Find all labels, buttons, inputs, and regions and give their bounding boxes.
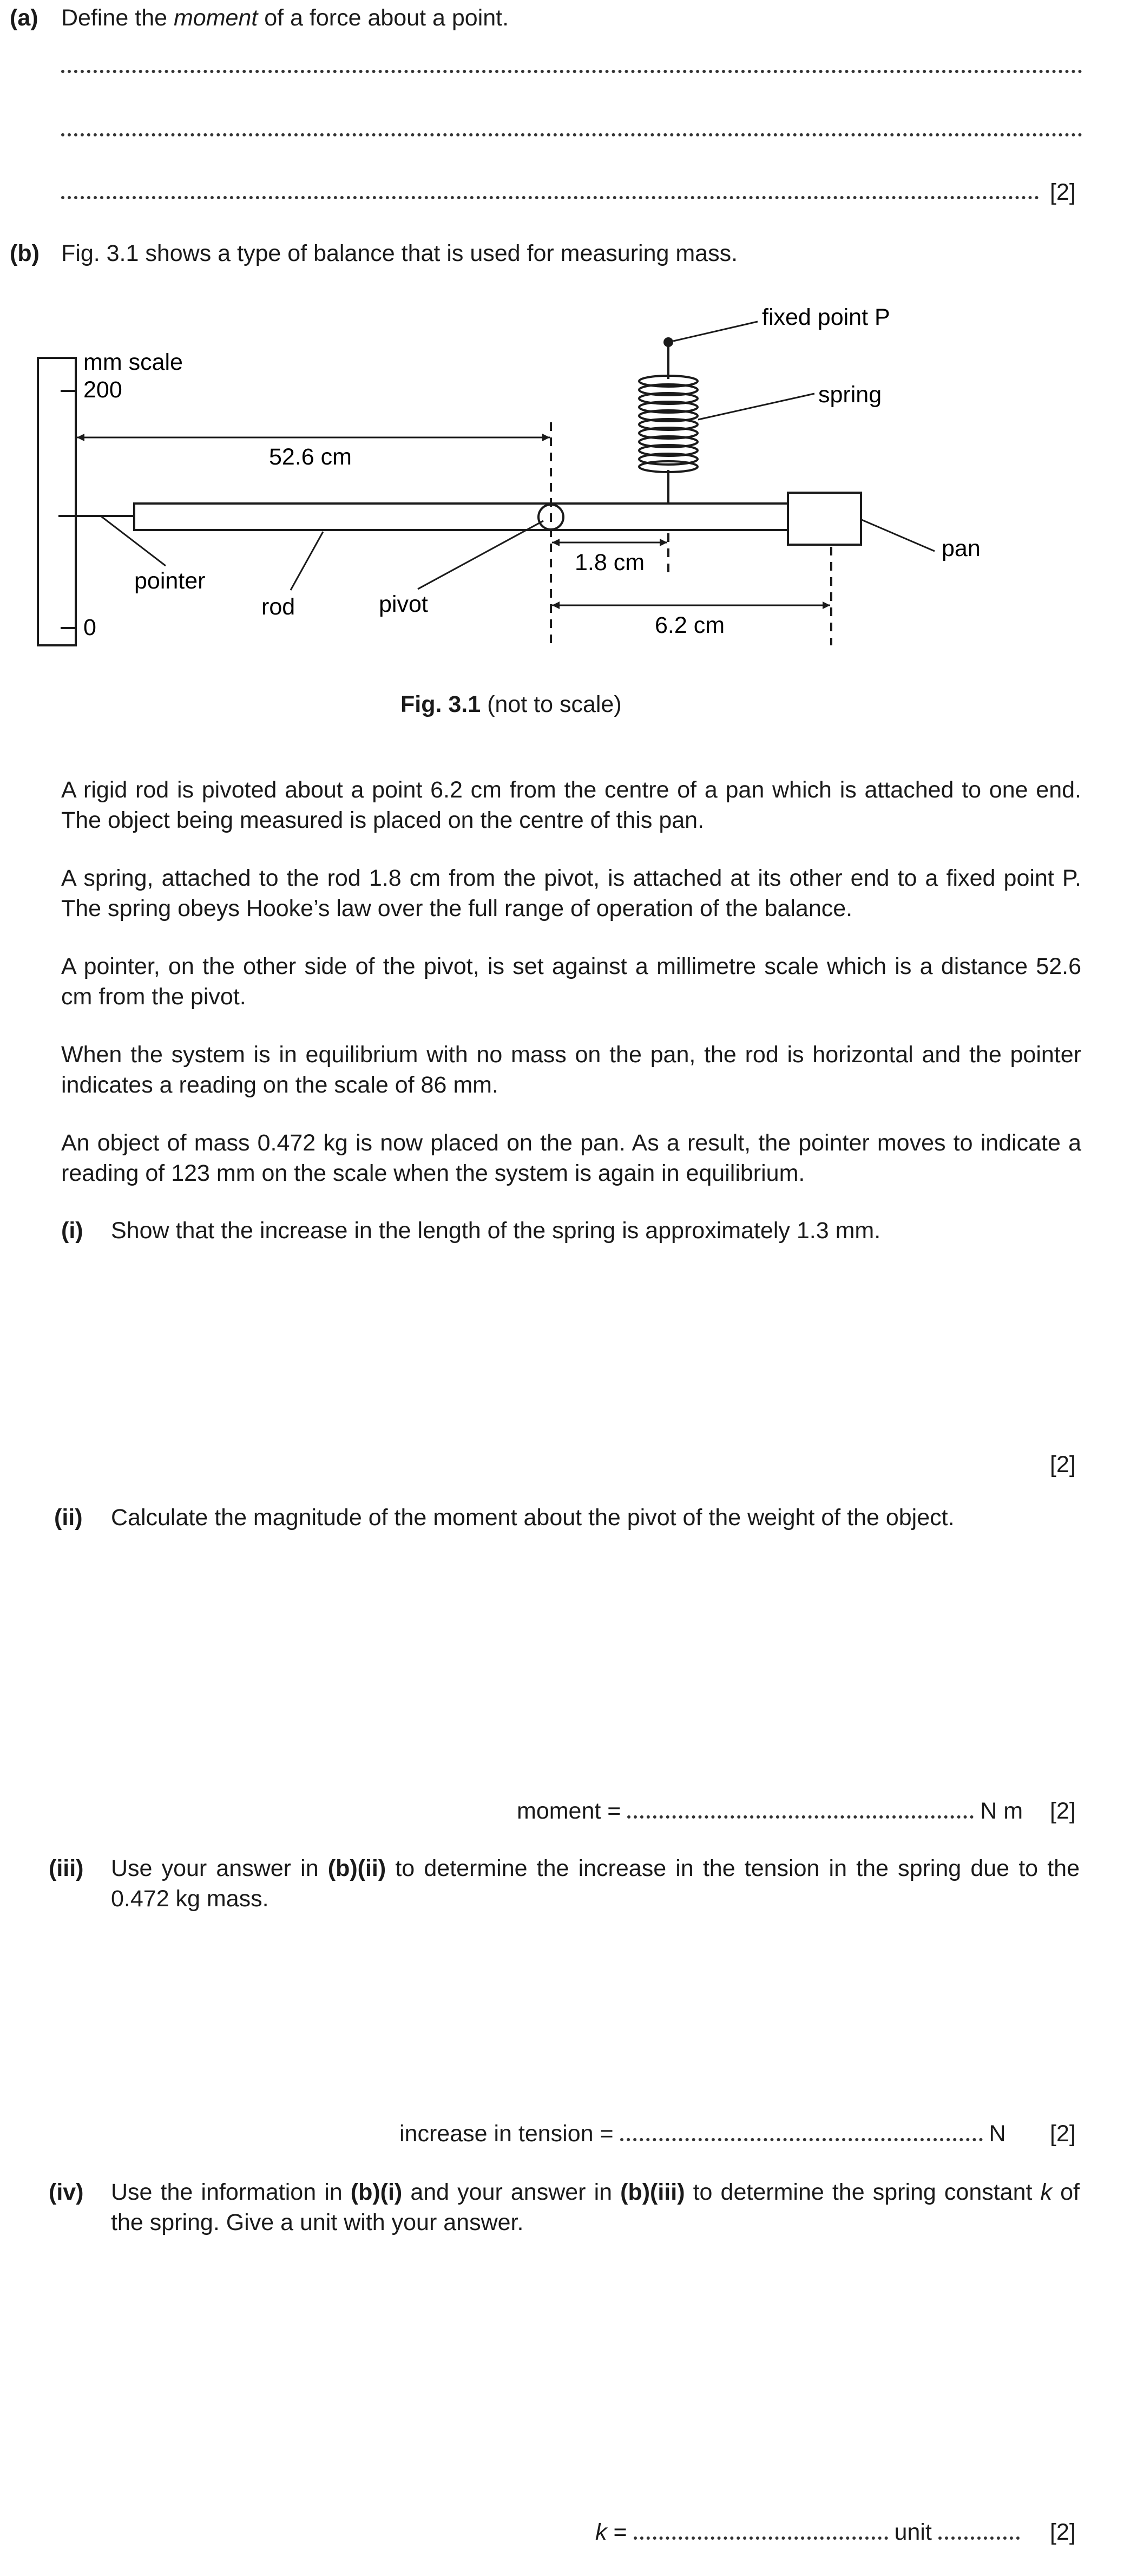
k-equals: = bbox=[607, 2519, 634, 2545]
tension-answer-label: increase in tension = bbox=[399, 2121, 620, 2147]
dimension-label-1-8: 1.8 cm bbox=[575, 550, 645, 576]
label-pointer: pointer bbox=[134, 568, 206, 594]
sub-iv-text-part: Use the information in bbox=[111, 2179, 351, 2205]
moment-answer-label: moment = bbox=[517, 1798, 628, 1824]
unit-label: unit bbox=[888, 2519, 938, 2545]
label-spring: spring bbox=[818, 382, 882, 408]
marks: [2] bbox=[1050, 2121, 1076, 2147]
scale-label: mm scale bbox=[83, 349, 183, 375]
sub-iii-text-part: Use your answer in bbox=[111, 1855, 328, 1881]
dimension-label-6-2: 6.2 cm bbox=[655, 612, 725, 638]
moment-unit: N m bbox=[974, 1798, 1023, 1824]
paragraph: A spring, attached to the rod 1.8 cm from the pivot, is attached at its other end to a fixed point P. The spring obeys Hooke’s law over the full range of operation of the balance. bbox=[61, 865, 1081, 921]
sub-ii-label: (ii) bbox=[54, 1505, 83, 1531]
spring-coils bbox=[639, 376, 698, 472]
label-pivot: pivot bbox=[379, 591, 428, 617]
moment-answer-field[interactable] bbox=[627, 1799, 974, 1819]
marks: [2] bbox=[1050, 179, 1076, 205]
spring-constant-answer-row bbox=[595, 2518, 1020, 2548]
caption-bold: Fig. 3.1 bbox=[400, 691, 481, 717]
pan bbox=[788, 493, 861, 545]
marks: [2] bbox=[1050, 2519, 1076, 2545]
paragraph: A rigid rod is pivoted about a point 6.2 cm from the centre of a pan which is attached to one end. The object being measured is placed on the centre of this pan. bbox=[61, 777, 1081, 833]
k-symbol: k bbox=[1040, 2179, 1053, 2205]
sub-iv-reference: (b)(i) bbox=[350, 2179, 403, 2205]
part-b-label: (b) bbox=[10, 240, 40, 266]
sub-iv-text-part: of the spring. Give a unit with your answer. bbox=[111, 2179, 1080, 2235]
sub-iii-text bbox=[111, 1854, 1080, 1914]
sub-i-text: Show that the increase in the length of the spring is approximately 1.3 mm. bbox=[111, 1218, 881, 1244]
fixed-point-p bbox=[663, 337, 673, 347]
caption-rest: (not to scale) bbox=[481, 691, 622, 717]
leader-fixed-point bbox=[673, 322, 758, 341]
question-emphasis: moment bbox=[173, 5, 258, 31]
paragraph: A pointer, on the other side of the pivot, is set against a millimetre scale which is a distance 52.6 cm from the pivot. bbox=[61, 953, 1081, 1010]
balance-diagram bbox=[0, 282, 1137, 671]
paragraph: An object of mass 0.472 kg is now placed on the pan. As a result, the pointer moves to indicate a reading of 123 mm on the scale when the system is again in equilibrium. bbox=[61, 1130, 1081, 1186]
dimension-label-52-6: 52.6 cm bbox=[269, 444, 352, 470]
part-b-intro: Fig. 3.1 shows a type of balance that is used for measuring mass. bbox=[61, 240, 738, 266]
leader-spring bbox=[698, 394, 814, 420]
label-fixed-point: fixed point P bbox=[762, 304, 890, 330]
sub-ii-text: Calculate the magnitude of the moment about the pivot of the weight of the object. bbox=[111, 1505, 955, 1531]
question-text: Define the bbox=[61, 5, 174, 31]
scale-bottom-value: 0 bbox=[83, 614, 96, 640]
rod bbox=[134, 504, 788, 530]
answer-line[interactable] bbox=[61, 188, 1039, 199]
sub-i-label: (i) bbox=[61, 1218, 83, 1244]
figure-caption bbox=[400, 690, 622, 720]
part-a-question bbox=[61, 3, 509, 34]
scale-top-value: 200 bbox=[83, 377, 122, 403]
mm-scale bbox=[38, 358, 76, 645]
marks: [2] bbox=[1050, 1798, 1076, 1824]
tension-answer-row bbox=[399, 2119, 1006, 2149]
sub-iv-text-part: to determine the spring constant bbox=[685, 2179, 1041, 2205]
marks: [2] bbox=[1050, 1452, 1076, 1477]
sub-iii-label: (iii) bbox=[49, 1855, 84, 1881]
paragraph: When the system is in equilibrium with no mass on the pan, the rod is horizontal and the pointer indicates a reading on the scale of 86 mm. bbox=[61, 1042, 1081, 1098]
unit-answer-field[interactable] bbox=[938, 2520, 1020, 2540]
sub-iv-reference: (b)(iii) bbox=[620, 2179, 685, 2205]
answer-line[interactable] bbox=[61, 126, 1082, 136]
k-answer-field[interactable] bbox=[634, 2520, 888, 2540]
tension-answer-field[interactable] bbox=[620, 2122, 983, 2141]
question-text: of a force about a point. bbox=[258, 5, 509, 31]
k-symbol: k bbox=[595, 2519, 607, 2545]
sub-iv-text-part: and your answer in bbox=[402, 2179, 621, 2205]
sub-iii-text-part: to determine the increase in the tension in the spring due to the 0.472 kg mass. bbox=[111, 1855, 1080, 1912]
leader-rod bbox=[291, 532, 323, 590]
part-a-label: (a) bbox=[10, 5, 38, 31]
sub-iii-reference: (b)(ii) bbox=[327, 1855, 386, 1881]
label-rod: rod bbox=[261, 594, 295, 620]
sub-iv-text bbox=[111, 2178, 1080, 2238]
moment-answer-row bbox=[517, 1796, 1023, 1827]
label-pan: pan bbox=[942, 535, 981, 561]
answer-line[interactable] bbox=[61, 62, 1082, 73]
sub-iv-label: (iv) bbox=[49, 2179, 84, 2205]
leader-pan bbox=[862, 520, 935, 551]
tension-unit: N bbox=[982, 2121, 1006, 2147]
